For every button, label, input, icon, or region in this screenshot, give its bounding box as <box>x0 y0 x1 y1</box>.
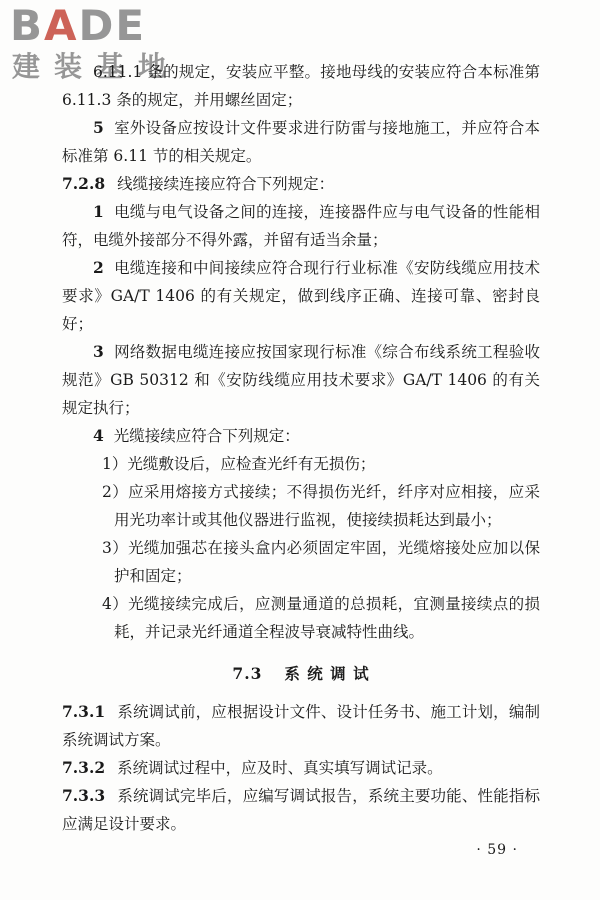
sub-item-4: 4）光缆接续完成后，应测量通道的总损耗，宜测量接续点的损耗，并记录光纤通道全程波导衰减特性曲线。 <box>102 595 540 641</box>
clause-7-3-1: 7.3.1 系统调试前，应根据设计文件、设计任务书、施工计划，编制系统调试方案。 <box>62 702 540 749</box>
page-number: · 59 · <box>476 842 518 858</box>
sub-item-2: 2）应采用熔接方式接续；不得损伤光纤，纤序对应相接，应采用光功率计或其他仪器进行监视，使接续损耗达到最小； <box>102 483 540 529</box>
watermark-subtitle: 建装基地 <box>12 50 181 83</box>
sub-item-1: 1）光缆敷设后，应检查光纤有无损伤； <box>102 455 376 473</box>
document-body <box>62 58 540 838</box>
section-heading: 7.3 系 统 调 试 <box>232 664 370 683</box>
list-item-3: 3 网络数据电缆连接应按国家现行标准《综合布线系统工程验收规范》GB 50312 和《安防线缆应用技术要求》GA/T 1406 的有关规定执行； <box>62 342 540 417</box>
clause-7-3-3: 7.3.3 系统调试完毕后，应编写调试报告，系统主要功能、性能指标应满足设计要求。 <box>62 786 540 833</box>
list-item-1: 1 电缆与电气设备之间的连接，连接器件应与电气设备的性能相符，电缆外接部分不得外露，并留有适当余量； <box>62 202 540 249</box>
list-item-4: 4 光缆接续应符合下列规定： <box>93 426 300 445</box>
clause-7-2-8: 7.2.8 线缆接续连接应符合下列规定： <box>62 174 335 193</box>
watermark-logo: BADE <box>10 1 147 50</box>
paragraph-continued: 6.11.1 条的规定，安装应平整。接地母线的安装应符合本标准第 6.11.3 条的规定，并用螺丝固定； <box>62 63 540 109</box>
clause-7-3-2: 7.3.2 系统调试过程中，应及时、真实填写调试记录。 <box>62 758 443 777</box>
list-item-2: 2 电缆连接和中间接续应符合现行行业标准《安防线缆应用技术要求》GA/T 1406 的有关规定，做到线序正确、连接可靠、密封良好； <box>62 258 540 333</box>
sub-item-3: 3）光缆加强芯在接头盒内必须固定牢固，光缆熔接处应加以保护和固定； <box>102 539 540 585</box>
list-item-5: 5 室外设备应按设计文件要求进行防雷与接地施工，并应符合本标准第 6.11 节的相关规定。 <box>62 118 540 165</box>
